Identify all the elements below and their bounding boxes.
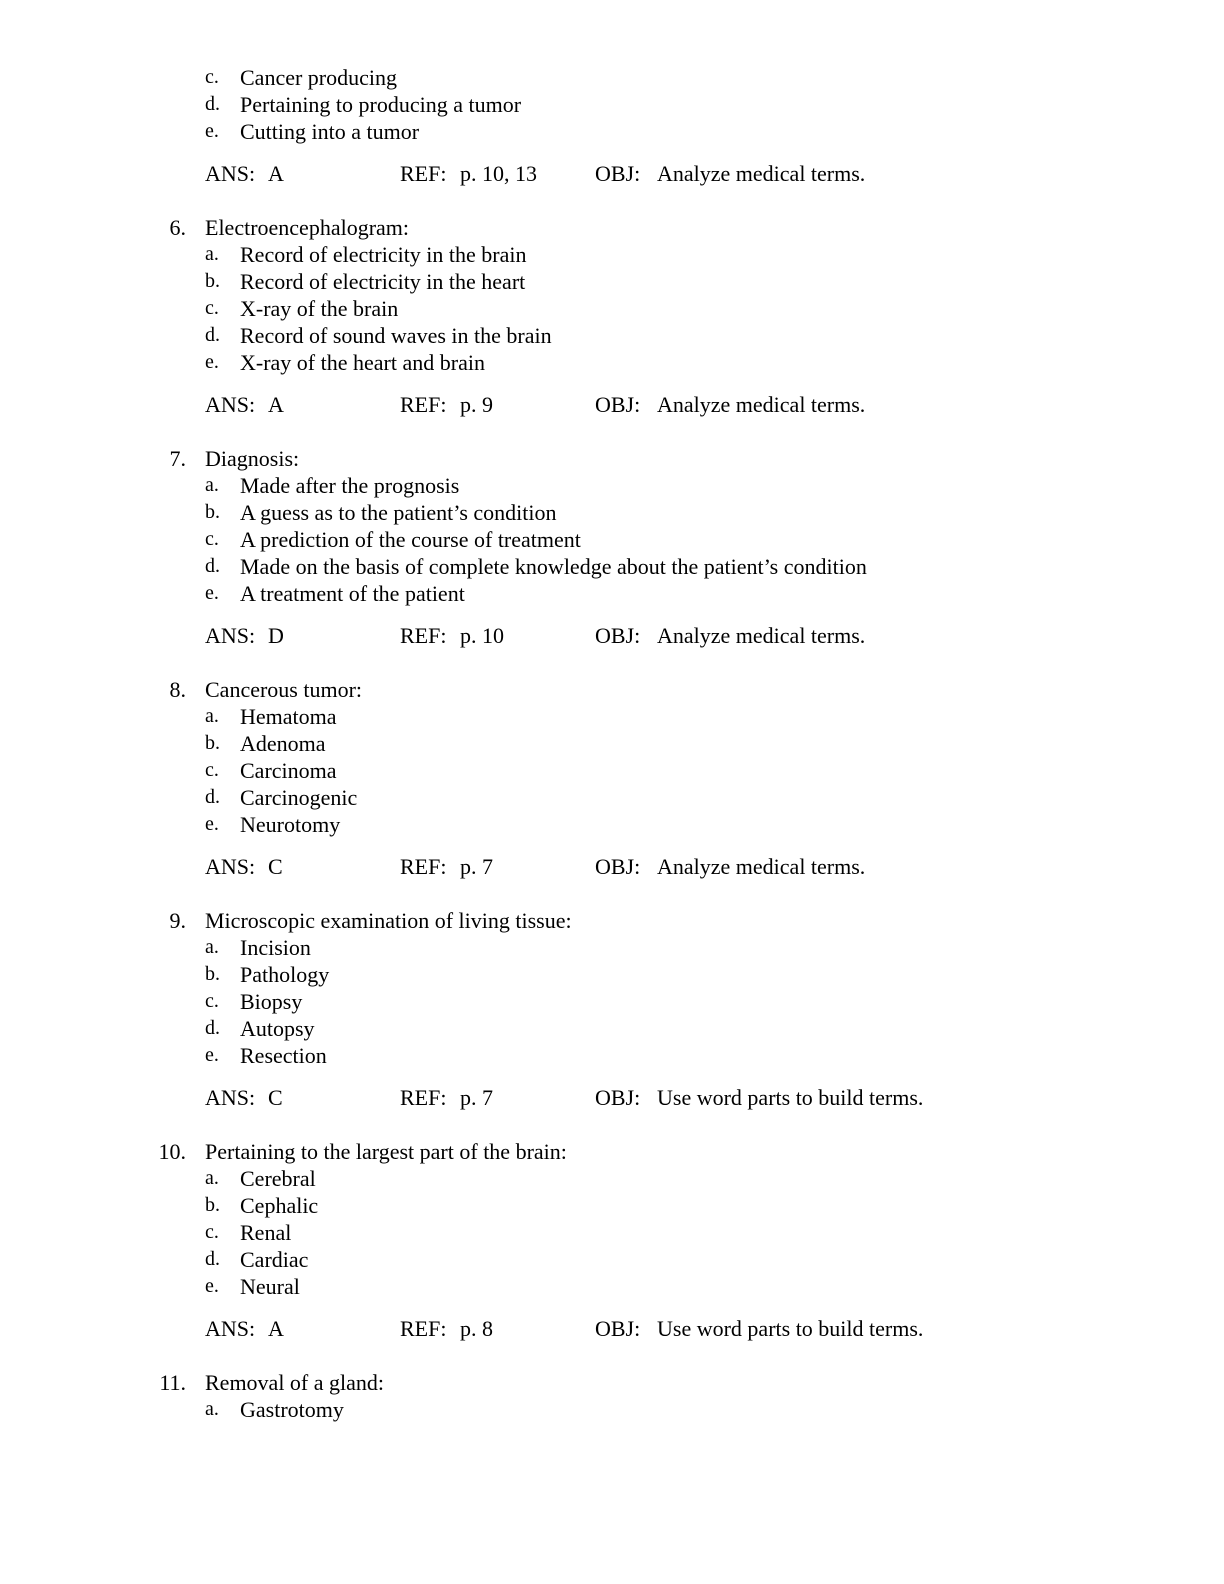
answer-line (140, 622, 1134, 649)
question-stem: Microscopic examination of living tissue: (205, 908, 572, 933)
ref-label: REF: (400, 1316, 447, 1341)
answer-slot (140, 622, 1134, 649)
answer-line (140, 391, 1134, 418)
obj-label: OBJ: (595, 854, 641, 879)
option-letter: a. (205, 474, 219, 496)
option-text: Pertaining to producing a tumor (240, 92, 522, 117)
option-letter: b. (205, 501, 220, 523)
option-letter: b. (205, 1194, 220, 1216)
ans-label: ANS: (205, 392, 256, 417)
option-letter: e. (205, 1044, 219, 1066)
obj-label: OBJ: (595, 623, 641, 648)
option-letter: d. (205, 1248, 220, 1270)
obj-label: OBJ: (595, 161, 641, 186)
answer-option (140, 1219, 1134, 1246)
obj-label: OBJ: (595, 1316, 641, 1341)
answer-option (140, 961, 1134, 988)
option-text: Neurotomy (240, 812, 341, 837)
option-text: Record of electricity in the heart (240, 269, 526, 294)
obj-value: Analyze medical terms. (657, 623, 866, 648)
answer-slot (140, 853, 1134, 880)
ref-value: p. 10, 13 (460, 161, 537, 186)
option-letter: e. (205, 120, 219, 142)
answer-slot (140, 1084, 1134, 1111)
ans-value: A (268, 392, 284, 417)
answer-line (140, 160, 1134, 187)
answer-option (140, 1042, 1134, 1069)
option-text: A prediction of the course of treatment (240, 527, 581, 552)
ans-label: ANS: (205, 1085, 256, 1110)
question-number: 10. (158, 1139, 186, 1164)
answer-option (140, 1015, 1134, 1042)
question (140, 214, 1134, 418)
obj-value: Analyze medical terms. (657, 392, 866, 417)
option-letter: a. (205, 1167, 219, 1189)
ans-label: ANS: (205, 1316, 256, 1341)
answer-option (140, 64, 1134, 91)
option-text: X-ray of the brain (240, 296, 399, 321)
option-text: Biopsy (240, 989, 303, 1014)
answer-option (140, 91, 1134, 118)
obj-value: Use word parts to build terms. (657, 1316, 924, 1341)
options-group (140, 1165, 1134, 1300)
answer-slot (140, 391, 1134, 418)
question-list (140, 214, 1134, 1423)
options-group (140, 703, 1134, 838)
answer-option (140, 349, 1134, 376)
obj-value: Use word parts to build terms. (657, 1085, 924, 1110)
question-number: 8. (169, 677, 186, 702)
option-letter: e. (205, 813, 219, 835)
option-letter: b. (205, 963, 220, 985)
question (140, 676, 1134, 880)
question (140, 1369, 1134, 1423)
ref-value: p. 7 (460, 854, 493, 879)
ans-label: ANS: (205, 161, 256, 186)
question-stem: Removal of a gland: (205, 1370, 385, 1395)
answer-option (140, 580, 1134, 607)
answer-option (140, 757, 1134, 784)
question-number: 11. (159, 1370, 186, 1395)
option-letter: d. (205, 93, 220, 115)
answer-option (140, 526, 1134, 553)
obj-label: OBJ: (595, 1085, 641, 1110)
answer-option (140, 1396, 1134, 1423)
answer-option (140, 1273, 1134, 1300)
option-letter: d. (205, 1017, 220, 1039)
ref-label: REF: (400, 392, 447, 417)
option-letter: b. (205, 732, 220, 754)
option-text: Cerebral (240, 1166, 316, 1191)
ref-value: p. 9 (460, 392, 493, 417)
ref-label: REF: (400, 161, 447, 186)
question (140, 1138, 1134, 1342)
answer-option (140, 934, 1134, 961)
option-text: X-ray of the heart and brain (240, 350, 485, 375)
question-row (140, 214, 1134, 241)
option-text: Cutting into a tumor (240, 119, 420, 144)
answer-slot (140, 1315, 1134, 1342)
answer-option (140, 118, 1134, 145)
option-letter: e. (205, 351, 219, 373)
option-letter: c. (205, 759, 219, 781)
option-letter: c. (205, 528, 219, 550)
option-text: Renal (240, 1220, 292, 1245)
option-text: Neural (240, 1274, 300, 1299)
options-group (140, 472, 1134, 607)
ans-value: D (268, 623, 284, 648)
option-text: Made after the prognosis (240, 473, 460, 498)
option-letter: d. (205, 555, 220, 577)
question-row (140, 1138, 1134, 1165)
ref-label: REF: (400, 854, 447, 879)
ans-value: A (268, 161, 284, 186)
obj-value: Analyze medical terms. (657, 161, 866, 186)
ref-value: p. 10 (460, 623, 504, 648)
ans-label: ANS: (205, 623, 256, 648)
option-letter: c. (205, 1221, 219, 1243)
ref-value: p. 7 (460, 1085, 493, 1110)
obj-label: OBJ: (595, 392, 641, 417)
ref-label: REF: (400, 1085, 447, 1110)
option-text: Cephalic (240, 1193, 319, 1218)
answer-option (140, 472, 1134, 499)
question-row (140, 1369, 1134, 1396)
answer-option (140, 988, 1134, 1015)
option-text: Record of sound waves in the brain (240, 323, 552, 348)
option-text: Incision (240, 935, 311, 960)
option-letter: e. (205, 582, 219, 604)
question-stem: Diagnosis: (205, 446, 300, 471)
option-letter: b. (205, 270, 220, 292)
answer-line (140, 853, 1134, 880)
option-text: Autopsy (240, 1016, 315, 1041)
option-text: Hematoma (240, 704, 337, 729)
continued-options (140, 64, 1134, 145)
option-text: Pathology (240, 962, 330, 987)
obj-value: Analyze medical terms. (657, 854, 866, 879)
option-text: Adenoma (240, 731, 326, 756)
option-letter: a. (205, 705, 219, 727)
question-number: 7. (169, 446, 186, 471)
option-text: A guess as to the patient’s condition (240, 500, 557, 525)
option-text: Cancer producing (240, 65, 397, 90)
option-text: A treatment of the patient (240, 581, 465, 606)
answer-line (140, 1084, 1134, 1111)
option-text: Carcinoma (240, 758, 337, 783)
ans-value: C (268, 854, 283, 879)
ans-label: ANS: (205, 854, 256, 879)
answer-line (140, 1315, 1134, 1342)
question (140, 907, 1134, 1111)
answer-option (140, 295, 1134, 322)
answer-option (140, 730, 1134, 757)
option-text: Gastrotomy (240, 1397, 344, 1422)
question-stem: Cancerous tumor: (205, 677, 363, 702)
option-letter: a. (205, 936, 219, 958)
option-text: Record of electricity in the brain (240, 242, 527, 267)
answer-option (140, 322, 1134, 349)
option-letter: c. (205, 990, 219, 1012)
question-row (140, 676, 1134, 703)
continued-question (140, 64, 1134, 187)
option-letter: a. (205, 243, 219, 265)
answer-option (140, 784, 1134, 811)
answer-option (140, 241, 1134, 268)
option-text: Resection (240, 1043, 327, 1068)
ref-label: REF: (400, 623, 447, 648)
option-letter: e. (205, 1275, 219, 1297)
question-stem: Pertaining to the largest part of the brain: (205, 1139, 567, 1164)
question-row (140, 445, 1134, 472)
question-stem: Electroencephalogram: (205, 215, 410, 240)
answer-option (140, 1246, 1134, 1273)
answer-option (140, 1165, 1134, 1192)
ans-value: A (268, 1316, 284, 1341)
continued-answer-slot (140, 160, 1134, 187)
answer-option (140, 703, 1134, 730)
answer-option (140, 1192, 1134, 1219)
question (140, 445, 1134, 649)
option-text: Cardiac (240, 1247, 309, 1272)
option-letter: c. (205, 66, 219, 88)
option-text: Made on the basis of complete knowledge about the patient’s condition (240, 554, 867, 579)
option-text: Carcinogenic (240, 785, 358, 810)
option-letter: c. (205, 297, 219, 319)
question-number: 6. (169, 215, 186, 240)
ref-value: p. 8 (460, 1316, 493, 1341)
answer-option (140, 499, 1134, 526)
answer-option (140, 811, 1134, 838)
question-number: 9. (169, 908, 186, 933)
question-row (140, 907, 1134, 934)
answer-option (140, 268, 1134, 295)
options-group (140, 934, 1134, 1069)
ans-value: C (268, 1085, 283, 1110)
option-letter: a. (205, 1398, 219, 1420)
options-group (140, 241, 1134, 376)
option-letter: d. (205, 786, 220, 808)
options-group (140, 1396, 1134, 1423)
answer-option (140, 553, 1134, 580)
option-letter: d. (205, 324, 220, 346)
